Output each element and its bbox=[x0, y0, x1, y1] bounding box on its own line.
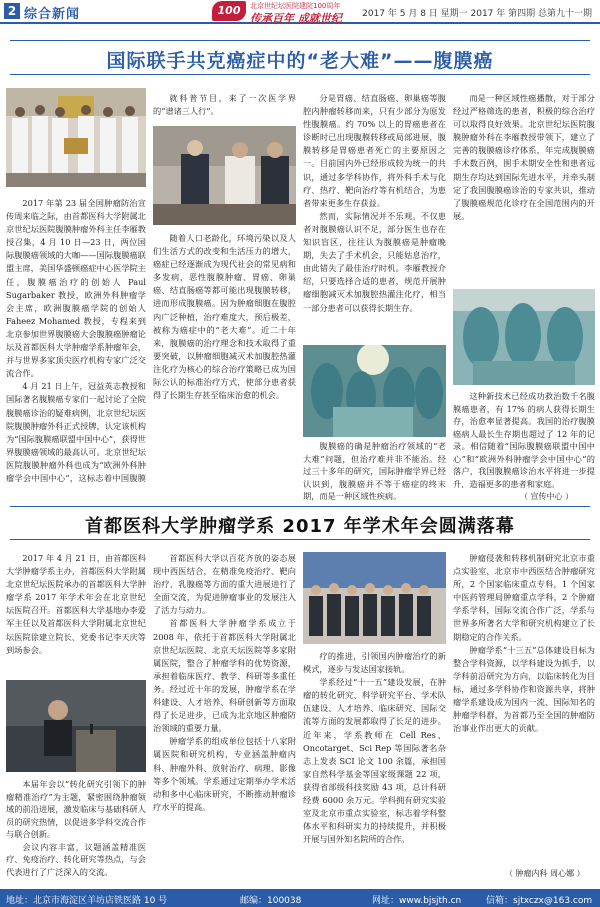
issue-dateline: 2017 年 5 月 8 日 星期一 2017 年 第四期 总第九十一期 bbox=[362, 9, 592, 19]
centennial-brand bbox=[212, 1, 382, 23]
footer-address: 地址：北京市海淀区羊坊店铁医路 10 号 bbox=[6, 896, 168, 906]
article2-column-4 bbox=[453, 552, 595, 862]
article1-photo-operating-team bbox=[453, 289, 595, 385]
footer-zip: 邮编：100038 bbox=[240, 896, 302, 906]
article2-photo-speaker-caption bbox=[6, 778, 146, 882]
article2-column-1 bbox=[6, 552, 146, 673]
footer-email[interactable]: 信箱：sjtxczx@163.com bbox=[486, 896, 593, 906]
paragraph: 就科普节目，来了一次医学界的“谱诸三人行”。 bbox=[153, 93, 296, 117]
paragraph: 随着人口老龄化，环境污染以及人们生活方式的改变和生活压力的增大，癌症已经逐渐成为现代社会的常见病和多发病，恶性腹膜肿瘤、胃癌、卵巢癌、结直肠癌等都可能出现腹膜转移，进而形成腹膜癌。因为肿瘤细胞在腹腔内广泛种植，治疗难度大，预后极差，被称为癌症中的“老大难”。近二十年来，腹膜癌的治疗理念和技术取得了重要突破，以肿瘤细胞减灭术加腹腔热灌注化疗为核心的综合治疗策略已成为国际公认的标准治疗方式，使部分患者获得了长期生存甚至临床治愈的机会。 bbox=[153, 233, 296, 401]
paragraph: 2017 年第 23 届全国肿瘤防治宣传周来临之际，由首都医科大学附属北京世纪坛医院腹膜肿瘤外科主任李雁教授召集，4 月 10 日—23 日，两位国际腹膜癌领域的大咖——国际腹膜癌联盟主席，美国华盛顿癌症中心医学院主任，腹膜癌治疗的创始人 Paul Sugarbaker 教授，欧洲外科肿瘤学会主席，欧洲腹膜癌学院的创始人 Faheez Mohamed 教授，专程来到北京参加世界腹膜癌大会腹膜癌肿瘤论坛及首都医科大学肿瘤学系肿瘤年会，并与世界多家顶尖医疗机构专家广泛交流合作。 bbox=[6, 198, 146, 379]
headline-rule-top bbox=[10, 506, 590, 507]
caption-text: 会议内容丰富，议题涵盖精准医疗、免疫治疗、转化研究等热点，与会代表进行了广泛深入的交流。 bbox=[6, 841, 146, 877]
article1-photo-award bbox=[6, 88, 146, 187]
paragraph: 肿瘤学系的组成单位包括十八家附属医院和研究机构，专业涵盖肿瘤内科、肿瘤外科、放射治疗、病理、影像等多个领域。学系通过定期举办学术活动和多中心临床研究，不断推动肿瘤诊疗水平的提高。 bbox=[153, 736, 296, 812]
article1-photo-surgery bbox=[303, 345, 446, 437]
article2-photo-speaker bbox=[6, 680, 146, 772]
paragraph: 分是胃癌、结直肠癌、卵巢癌等腹腔内肿瘤转移而来，只有少部分为原发性腹膜癌。约 70% 以上的胃癌患者在诊断时已出现腹膜转移或局部进展，腹膜转移是胃癌患者死亡的主要原因之一。目前国内外已经形成较为统一的共识，通过多学科协作，将外科手术与化疗、热疗、靶向治疗等有机结合，为患者带来更多生存获益。 bbox=[303, 93, 446, 208]
masthead bbox=[0, 0, 600, 24]
article1-photo-meeting bbox=[153, 126, 296, 225]
paragraph: 4 月 21 日上午，冠益英志教授和国际著名腹膜癌专家们一起讨论了全院腹膜癌诊治的疑难病例，北京世纪坛医院腹膜肿瘤外科正式授牌，认定该机构为“国际腹膜癌联盟中国中心”，获得世界腹膜癌领域的最高认可。北京世纪坛医院腹膜肿瘤外科也成为“欧洲外科肿瘤学会中国中心”，这标志着中国腹膜 bbox=[6, 381, 146, 483]
article1-credit: （ 宣传中心 ） bbox=[520, 492, 574, 501]
article2-headline: 首都医科大学肿瘤学系 2017 年学术年会圆满落幕 bbox=[85, 516, 515, 537]
article2-photo-group bbox=[303, 552, 446, 644]
paragraph: 肿瘤侵袭和转移机制研究北京市重点实验室，北京市中西医结合肿瘤研究所，2 个国家临床重点专科，1 个国家中医药管理局肿瘤重点学科，2 个肿瘤学系学科，国际交流合作广泛，学系与世界多所著名大学和研究机构建立了长期稳定的合作关系。 bbox=[453, 553, 595, 642]
footer-website[interactable]: 网址：www.bjsjth.cn bbox=[372, 896, 462, 906]
article2-column-2 bbox=[153, 552, 296, 882]
footer-bar bbox=[0, 889, 600, 907]
article1-photo-team-caption bbox=[453, 390, 595, 488]
article2-credit: （ 肿瘤内科 周心娜 ） bbox=[505, 869, 585, 878]
article1-column-3 bbox=[303, 92, 446, 342]
article1-column-4 bbox=[453, 92, 595, 288]
caption-text: 本届年会以“转化研究引领下的肿瘤精准治疗”为主题，紧密围绕肿瘤领域的前沿进展，激发临床与基础科研人员的研究热情，以促进多学科交流合作与联合创新。 bbox=[6, 779, 146, 839]
page-number: 2 bbox=[4, 3, 20, 19]
headline-rule-bottom bbox=[10, 74, 590, 75]
paragraph: 学系经过“十一五”建设发展，在肿瘤的转化研究、科学研究平台、学术队伍建设、人才培养、临床研究、国际交流等方面的发展都取得了长足的进步。近年来，学系教师在 Cell Res、Oncotarget、Sci Rep 等国际著名杂志上发表 SCI 论文 100 余篇，承担国家自然科学基金等国家级课题 22 项，获得省部级科技奖励 43 项，总计科研经费 6000 余万元。学科拥有研究实验室及北京市重点实验室，标志着学科整体水平和科研实力的持续提升，并积极开展与国外知名院所的合作。 bbox=[303, 677, 446, 845]
paragraph: 然而，实际情况并不乐观。不仅患者对腹膜癌认识不足，部分医生也存在知识盲区，往往认为腹膜癌是肿瘤晚期，失去了手术机会，只能姑息治疗，由此错失了最佳治疗时机。李雁教授介绍，只要选择合适的患者，规范开展肿瘤细胞减灭术加腹腔热灌注化疗，相当一部分患者可以获得长期生存。 bbox=[303, 210, 446, 313]
paragraph: 疗的推进，引领国内肿瘤治疗的新模式，逐步与发达国家接轨。 bbox=[303, 651, 446, 675]
paragraph: 而是一种区域性癌播散，对于部分经过严格筛选的患者，积极的综合治疗可以取得良好效果。北京世纪坛医院腹膜肿瘤外科在李雁教授带领下，建立了完善的腹膜癌诊疗体系，年完成腹膜癌手术数百例，围手术期安全性和患者远期生存均达到国际先进水平，并牵头制定了我国腹膜癌诊治的专家共识，推动了腹膜癌规范化诊疗在全国范围内的开展。 bbox=[453, 93, 595, 221]
centennial-logo-icon: 100 bbox=[212, 1, 246, 21]
caption-text: 腹膜癌的确是肿瘤治疗领域的“老大难”问题，但治疗难并非不能治。经过三十多年的研究，国际肿瘤学界已经认识到，腹膜癌并不等于癌症的终末期，而是一种区域性疾病。 bbox=[303, 441, 446, 501]
article1-column-1 bbox=[6, 197, 146, 485]
article1-column-2-top bbox=[153, 92, 296, 122]
paragraph: 肿瘤学系“十三五”总体建设目标为整合学科资源，以学科建设为抓手，以学科前沿研究为方向，以临床转化为目标，通过多学科协作和资源共享，将肿瘤学系建设成为国内一流、国际知名的肿瘤学科群，为首都乃至全国的肿瘤防治事业作出更大的贡献。 bbox=[453, 644, 595, 734]
brand-caption: 北京世纪坛医院建院100周年 bbox=[250, 2, 341, 10]
article2-column-3 bbox=[303, 650, 446, 882]
brand-slogan: 传承百年 成就世纪 bbox=[250, 12, 342, 25]
paragraph: 首都医科大学肿瘤学系成立于 2008 年，依托于首都医科大学附属北京世纪坛医院、北京天坛医院等多家附属医院，整合了肿瘤学科的优势资源，承担着临床医疗、教学、科研等多重任务。经过近十年的发展，肿瘤学系在学科建设、人才培养、科研创新等方面取得了长足进步，已成为北京地区肿瘤防治领域的重要力量。 bbox=[153, 618, 296, 734]
headline-rule-top bbox=[10, 40, 590, 41]
caption-text: 这种新技术已经成功救治数千名腹膜癌患者，有 17% 的病人获得长期生存，治愈率显著提高。我国的治疗腹膜癌病人最长生存期也超过了 12 年的记录。相信随着“国际腹膜癌联盟中国中心”和“欧洲外科肿瘤学会中国中心”的落户，我国腹膜癌诊治水平将进一步提升，造福更多的患者和家庭。 bbox=[453, 391, 595, 488]
paragraph: 2017 年 4 月 21 日，由首都医科大学肿瘤学系主办，首都医科大学附属北京世纪坛医院承办的首都医科大学肿瘤学系 2017 年学术年会在北京世纪坛医院召开。首都医科大学基地办李爱军主任以及首都医科大学附属北京世纪坛医院徐建立院长、党委书记李天庆等到场参会。 bbox=[6, 553, 146, 655]
section-title: 综合新闻 bbox=[24, 7, 81, 22]
article1-headline: 国际联手共克癌症中的“老大难”——腹膜癌 bbox=[106, 50, 494, 72]
article1-column-2 bbox=[153, 232, 296, 485]
paragraph: 首都医科大学以百花齐放的姿态展现中西医结合，在精准免疫治疗、靶向治疗、乳腺癌等方面的重大进展进行了全面交流，为促进肿瘤事业的发展注入了活力与动力。 bbox=[153, 553, 296, 616]
headline-rule-bottom bbox=[10, 539, 590, 540]
article1-photo-surgery-caption bbox=[303, 440, 446, 508]
